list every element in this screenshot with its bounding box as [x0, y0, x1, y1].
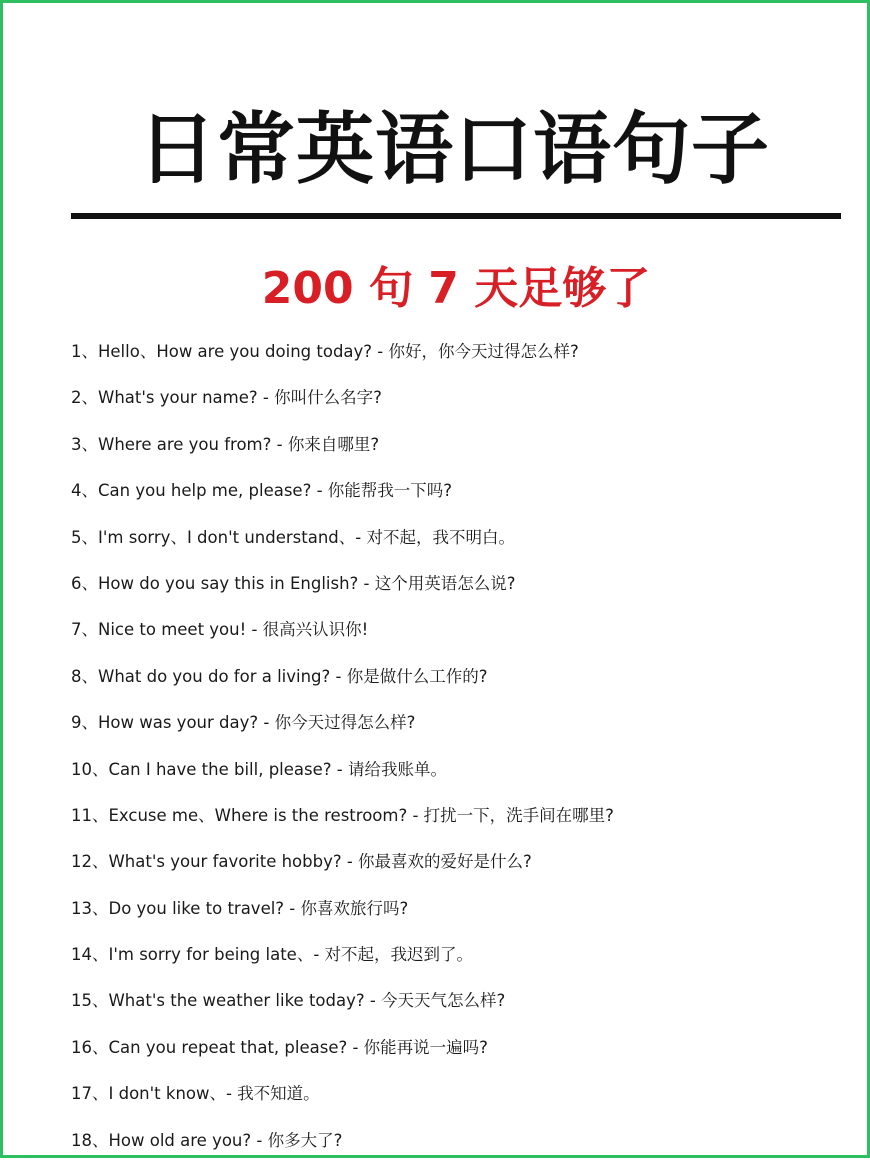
- sentence-list: [71, 336, 851, 1171]
- sentence-item: 5、I'm sorry、I don't understand、- 对不起，我不明白。: [71, 527, 515, 547]
- sentence-item: 11、Excuse me、Where is the restroom? - 打扰一下，洗手间在哪里?: [71, 805, 614, 825]
- sentence-item: 9、How was your day? - 你今天过得怎么样?: [71, 713, 416, 733]
- sentence-item: 10、Can I have the bill, please? - 请给我账单。: [71, 759, 447, 779]
- page-subtitle: 200 句 7 天足够了: [261, 263, 651, 314]
- sentence-item: 6、How do you say this in English? - 这个用英语怎么说?: [71, 573, 516, 593]
- title-underline: [71, 213, 841, 219]
- sentence-item: 14、I'm sorry for being late、- 对不起，我迟到了。: [71, 945, 474, 965]
- sentence-item: 8、What do you do for a living? - 你是做什么工作的?: [71, 666, 488, 686]
- sentence-item: 3、Where are you from? - 你来自哪里?: [71, 434, 380, 454]
- sentence-item: 18、How old are you? - 你多大了?: [71, 1130, 343, 1150]
- sentence-item: 1、Hello、How are you doing today? - 你好，你今天过得怎么样?: [71, 342, 579, 361]
- sentence-item: 13、Do you like to travel? - 你喜欢旅行吗?: [71, 898, 409, 918]
- sentence-item: 4、Can you help me, please? - 你能帮我一下吗?: [71, 481, 453, 501]
- page-title: 日常英语口语句子: [137, 105, 770, 195]
- sentence-item: 17、I don't know、- 我不知道。: [71, 1084, 320, 1104]
- sentence-item: 16、Can you repeat that, please? - 你能再说一遍吗?: [71, 1037, 488, 1057]
- sentence-item: 2、What's your name? - 你叫什么名字?: [71, 388, 382, 408]
- sentence-item: 7、Nice to meet you! - 很高兴认识你!: [71, 620, 369, 640]
- sentence-item: 12、What's your favorite hobby? - 你最喜欢的爱好是什么?: [71, 852, 532, 872]
- sentence-item: 15、What's the weather like today? - 今天天气怎么样?: [71, 991, 506, 1011]
